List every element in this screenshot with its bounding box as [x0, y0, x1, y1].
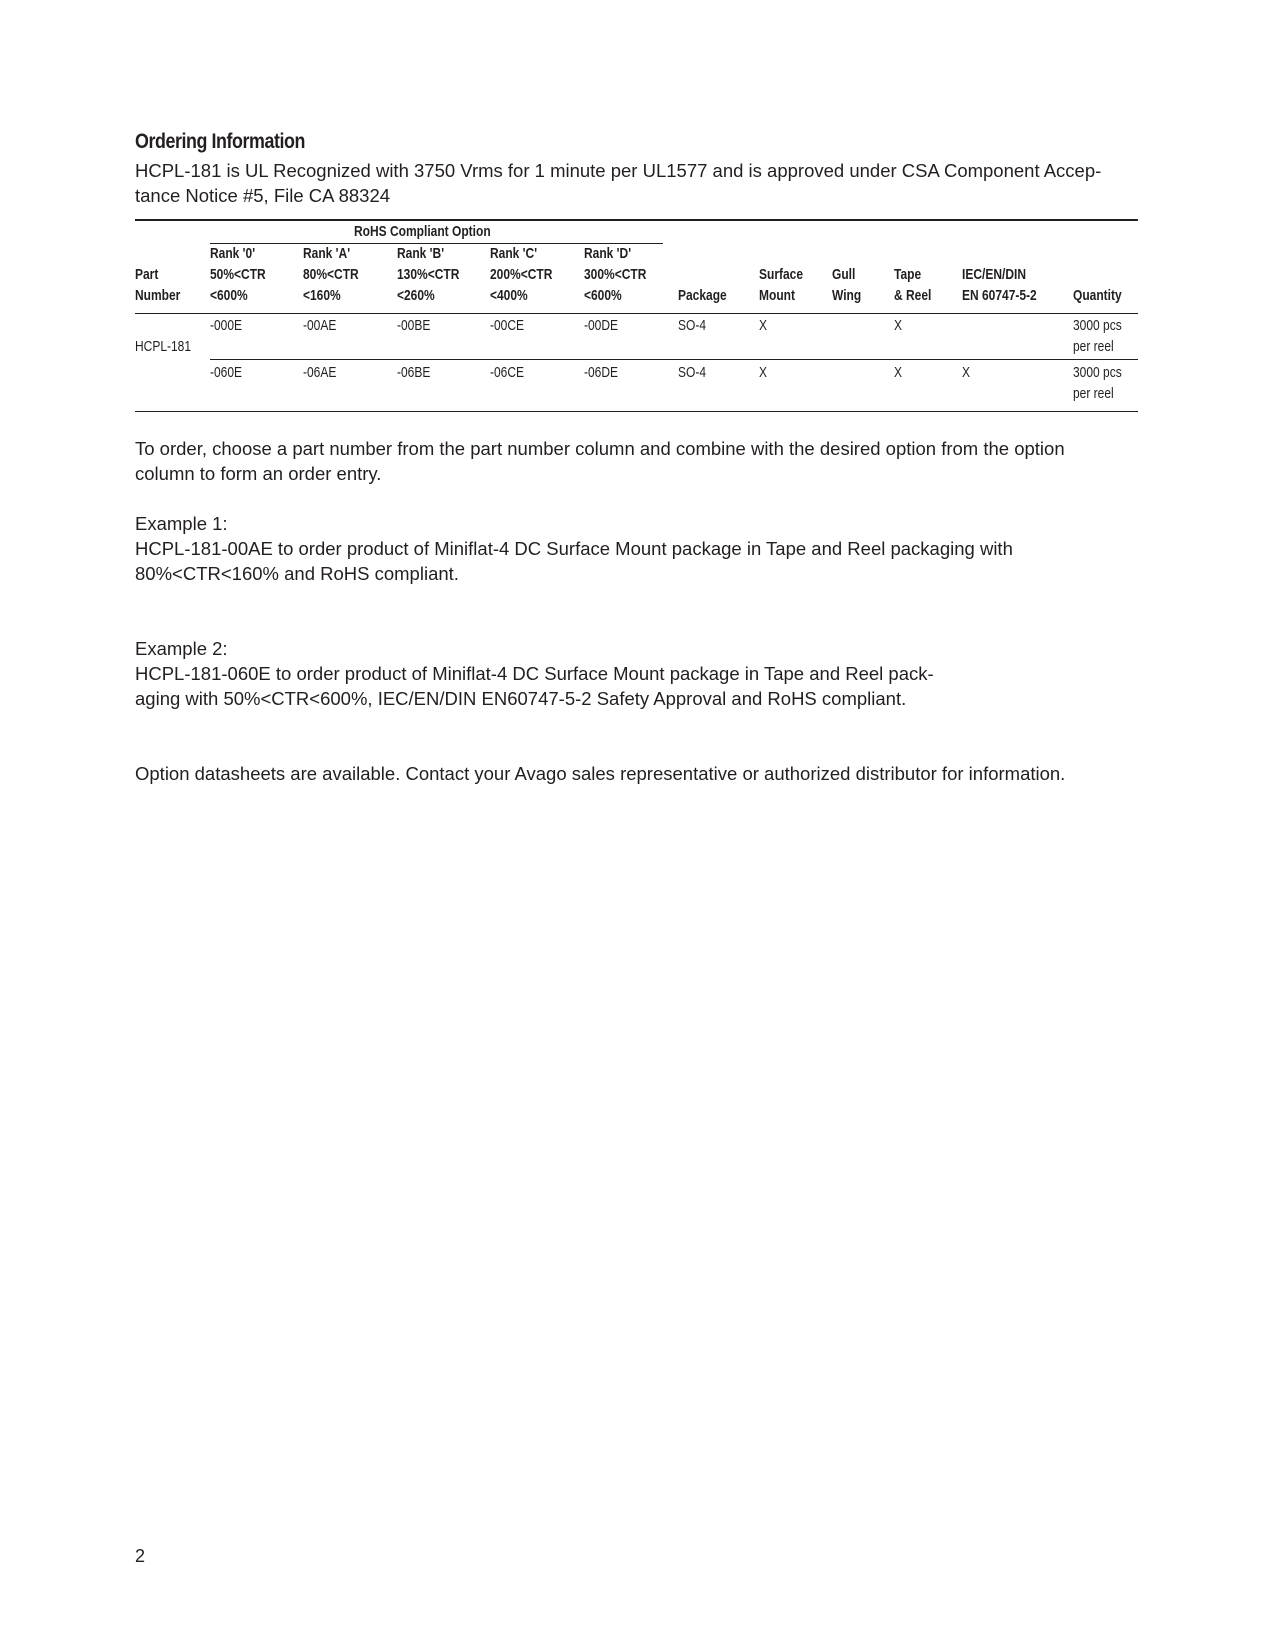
example-2-line-1: HCPL-181-060E to order product of Miniflat-4 DC Surface Mount package in Tape and Reel pack-	[135, 663, 934, 684]
header-gull-wing	[832, 264, 861, 306]
row-2-tape-reel: X	[894, 364, 903, 381]
row-2-package: SO-4	[678, 364, 707, 381]
part-number-cell: HCPL-181	[135, 338, 192, 355]
table-header-rule	[135, 313, 1138, 314]
example-2	[135, 636, 934, 711]
header-rank-c-line-3: <400%	[490, 287, 528, 304]
header-part-line-2: Number	[135, 287, 181, 304]
order-instructions	[135, 436, 1065, 486]
option-datasheets-note: Option datasheets are available. Contact your Avago sales representative or authorized distributor for information.	[135, 763, 1066, 784]
example-1	[135, 511, 1013, 586]
header-part-line-1: Part	[135, 266, 159, 283]
header-gull-wing-line-1: Gull	[832, 266, 856, 283]
example-1-line-1: HCPL-181-00AE to order product of Miniflat-4 DC Surface Mount package in Tape and Reel packaging with	[135, 538, 1013, 559]
row-2-rank-a: -06AE	[303, 364, 337, 381]
row-1-quantity-line-2: per reel	[1073, 338, 1114, 355]
example-1-line-2: 80%<CTR<160% and RoHS compliant.	[135, 563, 459, 584]
header-tape-reel-line-1: Tape	[894, 266, 922, 283]
row-1-package: SO-4	[678, 317, 707, 334]
row-2-rank-0: -060E	[210, 364, 243, 381]
header-surface-mount-line-1: Surface	[759, 266, 804, 283]
row-2-quantity	[1073, 362, 1122, 404]
table-bottom-rule	[135, 411, 1138, 412]
header-rank-b-line-1: Rank 'B'	[397, 245, 445, 262]
header-iec-line-2: EN 60747-5-2	[962, 287, 1037, 304]
row-2-rank-d: -06DE	[584, 364, 619, 381]
intro-line-2: tance Notice #5, File CA 88324	[135, 185, 391, 206]
order-line-1: To order, choose a part number from the part number column and combine with the desired option from the option	[135, 438, 1065, 459]
header-gull-wing-line-2: Wing	[832, 287, 862, 304]
row-1-quantity-line-1: 3000 pcs	[1073, 317, 1122, 334]
row-1-rank-c: -00CE	[490, 317, 525, 334]
page-number: 2	[135, 1546, 146, 1566]
row-2-quantity-line-1: 3000 pcs	[1073, 364, 1122, 381]
example-2-line-2: aging with 50%<CTR<600%, IEC/EN/DIN EN60747-5-2 Safety Approval and RoHS compliant.	[135, 688, 907, 709]
header-rank-0	[210, 243, 266, 306]
intro-paragraph	[135, 158, 1101, 208]
header-rank-c-line-1: Rank 'C'	[490, 245, 538, 262]
header-quantity-line-1: Quantity	[1073, 287, 1122, 304]
row-1-rank-b: -00BE	[397, 317, 431, 334]
header-rank-b-line-3: <260%	[397, 287, 435, 304]
header-rank-d-line-2: 300%<CTR	[584, 266, 647, 283]
row-2-rank-c: -06CE	[490, 364, 525, 381]
example-2-label: Example 2:	[135, 638, 228, 659]
header-rank-0-line-1: Rank '0'	[210, 245, 256, 262]
header-rank-0-line-2: 50%<CTR	[210, 266, 266, 283]
header-quantity	[1073, 285, 1122, 306]
header-rank-a-line-2: 80%<CTR	[303, 266, 359, 283]
row-1-tape-reel: X	[894, 317, 903, 334]
row-2-surface-mount: X	[759, 364, 768, 381]
header-rank-d	[584, 243, 646, 306]
row-2-quantity-line-2: per reel	[1073, 385, 1114, 402]
header-iec-line-1: IEC/EN/DIN	[962, 266, 1027, 283]
row-1-rank-d: -00DE	[584, 317, 619, 334]
order-line-2: column to form an order entry.	[135, 463, 382, 484]
header-rank-a	[303, 243, 359, 306]
header-rank-d-line-3: <600%	[584, 287, 622, 304]
header-rank-b-line-2: 130%<CTR	[397, 266, 460, 283]
header-part-number	[135, 264, 180, 306]
intro-line-1: HCPL-181 is UL Recognized with 3750 Vrms for 1 minute per UL1577 and is approved under CSA Component Accep-	[135, 160, 1102, 181]
row-1-rank-0: -000E	[210, 317, 243, 334]
header-surface-mount	[759, 264, 803, 306]
header-iec-en-din	[962, 264, 1037, 306]
header-package-line-1: Package	[678, 287, 727, 304]
header-package	[678, 285, 727, 306]
section-title: Ordering Information	[135, 130, 305, 153]
header-rank-0-line-3: <600%	[210, 287, 248, 304]
table-row-rule	[210, 359, 1138, 360]
header-tape-reel-line-2: & Reel	[894, 287, 932, 304]
rohs-option-header: RoHS Compliant Option	[354, 223, 491, 240]
header-rank-a-line-3: <160%	[303, 287, 341, 304]
header-rank-a-line-1: Rank 'A'	[303, 245, 351, 262]
row-2-rank-b: -06BE	[397, 364, 431, 381]
table-top-rule	[135, 219, 1138, 221]
header-tape-reel	[894, 264, 931, 306]
header-surface-mount-line-2: Mount	[759, 287, 795, 304]
header-rank-b	[397, 243, 459, 306]
example-1-label: Example 1:	[135, 513, 228, 534]
row-1-surface-mount: X	[759, 317, 768, 334]
header-rank-d-line-1: Rank 'D'	[584, 245, 632, 262]
header-rank-c-line-2: 200%<CTR	[490, 266, 553, 283]
row-2-iec: X	[962, 364, 971, 381]
row-1-quantity	[1073, 315, 1122, 357]
row-1-rank-a: -00AE	[303, 317, 337, 334]
header-rank-c	[490, 243, 552, 306]
